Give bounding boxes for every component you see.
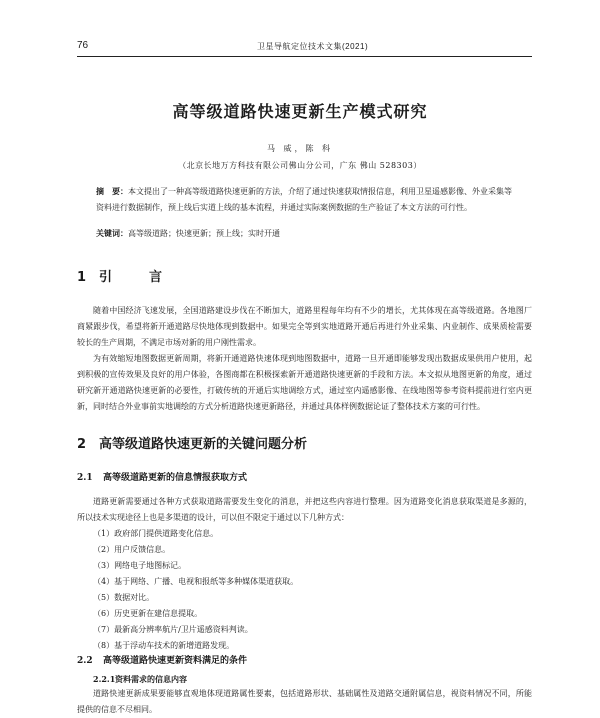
section-title: 高等级道路快速更新的关键问题分析 — [99, 437, 308, 452]
running-header — [77, 40, 532, 54]
paper-affiliation: （北京长地万方科技有限公司佛山分公司，广东 佛山 528303） — [178, 161, 422, 170]
abstract-label: 摘 要： — [96, 186, 128, 196]
abstract-text: 本文提出了一种高等级道路快速更新的方法，介绍了通过快速获取情报信息，利用卫星遥感影像、外业采集等资料进行数据制作，预上线后实道上线的基本流程，并通过实际案例数据的生产验证了本文方法的可行性。 — [96, 187, 512, 212]
paper-title: 高等级道路快速更新生产模式研究 — [172, 102, 428, 121]
abstract — [96, 183, 516, 216]
list-item: （2）用户反馈信息。 — [93, 545, 171, 554]
subsubsection-2-2-1-paragraph: 道路快速更新成果要能够直观地体现道路属性要素，包括道路形状、基础属性及道路交通附属信息，视资料情况不同，所能提供的信息不尽相同。 — [77, 689, 532, 714]
section-1-heading — [77, 266, 174, 285]
keywords — [96, 227, 516, 240]
subsubsection-number: 2.2.1 — [93, 674, 116, 684]
info-source-list — [93, 526, 298, 654]
subsection-2-2-heading — [77, 653, 247, 666]
subsubsection-title: 资料需求的信息内容 — [115, 674, 187, 684]
list-item: （4）基于网络、广播、电视和报纸等多种媒体渠道获取。 — [93, 577, 299, 586]
subsection-2-1-heading — [77, 470, 247, 483]
subsection-title: 高等级道路更新的信息情报获取方式 — [103, 473, 248, 483]
keywords-label: 关键词： — [96, 228, 128, 238]
section-2-heading — [77, 433, 307, 452]
journal-title: 卫星导航定位技术文集(2021) — [257, 42, 369, 51]
subsection-number: 2.1 — [77, 473, 93, 483]
keywords-text: 高等级道路；快速更新；预上线；实时开通 — [128, 229, 280, 238]
subsubsection-2-2-1-heading — [93, 674, 187, 685]
list-item: （3）网络电子地图标记。 — [93, 561, 187, 570]
section-1-paragraph: 随着中国经济飞速发展，全国道路建设步伐在不断加大，道路里程每年均有不少的增长，尤其体现在高等级道路。各地图厂商紧跟步伐，希望将新开通道路尽快地体现到数据中。如果完全等到实地道路开通后再进行外业采集、内业制作、成果质检需要较长的生产周期，不满足市场对新的用户刚性需求。 — [77, 306, 532, 347]
subsection-number: 2.2 — [77, 656, 93, 666]
section-number: 1 — [77, 270, 87, 285]
list-item: （6）历史更新在建信息提取。 — [93, 609, 203, 618]
page-number: 76 — [77, 40, 89, 51]
header-rule — [77, 56, 532, 57]
list-item: （5）数据对比。 — [93, 593, 155, 602]
section-title: 引 言 — [99, 270, 175, 285]
list-item: （1）政府部门提供道路变化信息。 — [93, 529, 219, 538]
list-item: （8）基于浮动车技术的新增道路发现。 — [93, 641, 235, 650]
subsection-2-1-intro: 道路更新需要通过各种方式获取道路需要发生变化的消息，并把这些内容进行整理。因为道路变化消息获取渠道是多源的，所以技术实现途径上也是多渠道的设计，可以但不限定于通过以下几种方式： — [77, 497, 532, 522]
section-number: 2 — [77, 437, 87, 452]
subsection-title: 高等级道路快速更新资料满足的条件 — [103, 656, 248, 666]
list-item: （7）最新高分辨率航片/卫片遥感资料判读。 — [93, 625, 253, 634]
section-1-paragraph: 为有效缩短地图数据更新周期，将新开通道路快速体现到地图数据中，道路一旦开通即能够发现出数据成果供用户使用，起到积极的宣传效果及良好的用户体验，各图商都在积极探索新开通道路快速更新的手段和方法。本文拟从地图更新的角度，通过研究新开通道路快速更新的必要性，打破传统的开通后实地调绘方式，通过室内遥感影像、在线地图等参考资料提前进行室内更新，同时结合外业事前实地调绘的方式分析道路快速更新路径，并通过具体样例数据论证了整体技术方案的可行性。 — [77, 354, 532, 411]
paper-authors: 马 威，陈 科 — [266, 144, 334, 153]
